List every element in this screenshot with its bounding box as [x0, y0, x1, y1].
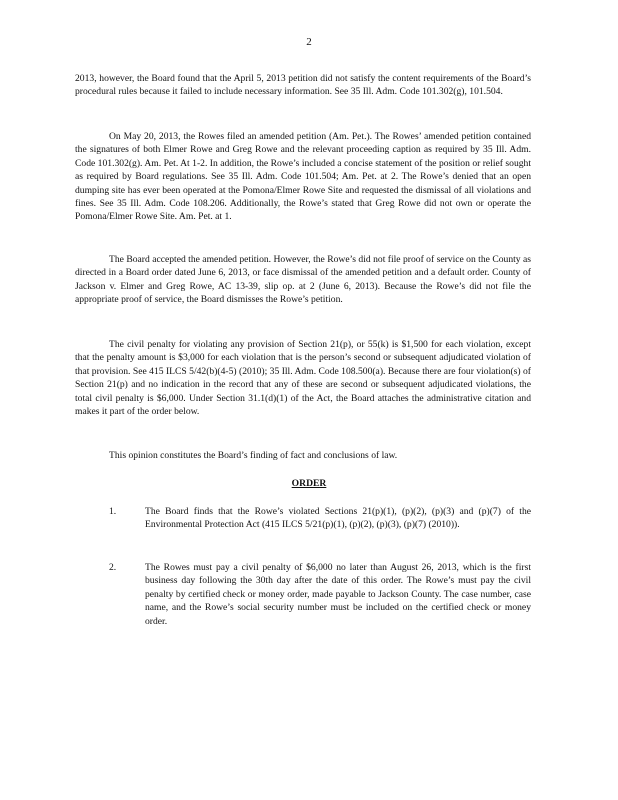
order-item-number: 2.	[109, 562, 117, 573]
order-item-text: The Rowes must pay a civil penalty of $6,000 no later than August 26, 2013, which is the first business day following the 30th day after the date of this order. The Rowe’s must pay the civil penalty by certified check or money order, made payable to Jackson County. The case number, case name, and the Rowe’s social security number must be included on the certified check or money order.	[145, 562, 531, 627]
paragraph-civil-penalty: The civil penalty for violating any provision of Section 21(p), or 55(k) is $1,500 for each violation, except that the penalty amount is $3,000 for each violation that is the person’s second or subsequent adjudicated violation of that provision. See 415 ILCS 5/42(b)(4-5) (2010); 35 Ill. Adm. Code 108.500(a). Because there are four violation(s) of Section 21(p) and no indication in the record that any of these are second or subsequent adjudicated violations, the total civil penalty is $6,000. Under Section 31.1(d)(1) of the Act, the Board attaches the administrative citation and makes it part of the order below.	[75, 339, 531, 418]
order-item	[75, 505, 531, 532]
page-number: 2	[306, 36, 312, 48]
paragraph-board-finding: 2013, however, the Board found that the April 5, 2013 petition did not satisfy the content requirements of the Board’s procedural rules because it failed to include necessary information. See 35 Ill. Adm. Code 101.302(g), 101.504.	[75, 73, 531, 98]
paragraph-dismissal: The Board accepted the amended petition. However, the Rowe’s did not file proof of service on the County as directed in a Board order dated June 6, 2013, or face dismissal of the amended petition and a default order. County of Jackson v. Elmer and Greg Rowe, AC 13-39, slip op. at 2 (June 6, 2013). Because the Rowe’s did not file the appropriate proof of service, the Board dismisses the Rowe’s petition.	[75, 254, 531, 306]
order-item-number: 1.	[109, 506, 117, 517]
order-item-text: The Board finds that the Rowe’s violated Sections 21(p)(1), (p)(2), (p)(3) and (p)(7) of the Environmental Protection Act (415 ILCS 5/21(p)(1), (p)(2), (p)(3), (p)(7) (2010)).	[145, 506, 531, 531]
order-heading: ORDER	[291, 478, 327, 489]
order-item	[75, 561, 531, 628]
paragraph-opinion-statement: This opinion constitutes the Board’s finding of fact and conclusions of law.	[109, 450, 398, 461]
paragraph-amended-petition: On May 20, 2013, the Rowes filed an amended petition (Am. Pet.). The Rowes’ amended petition contained the signatures of both Elmer Rowe and Greg Rowe and the relevant proceeding caption as required by 35 Ill. Adm. Code 101.302(g). Am. Pet. At 1-2. In addition, the Rowe’s included a concise statement of the position or relief sought as required by Board regulations. See 35 Ill. Adm. Code 101.504; Am. Pet. at 2. The Rowe’s denied that an open dumping site has ever been operated at the Pomona/Elmer Rowe Site and requested the dismissal of all violations and fines. See 35 Ill. Adm. Code 108.206. Additionally, the Rowe’s stated that Greg Rowe did not own or operate the Pomona/Elmer Rowe Site. Am. Pet. at 1.	[75, 131, 531, 223]
